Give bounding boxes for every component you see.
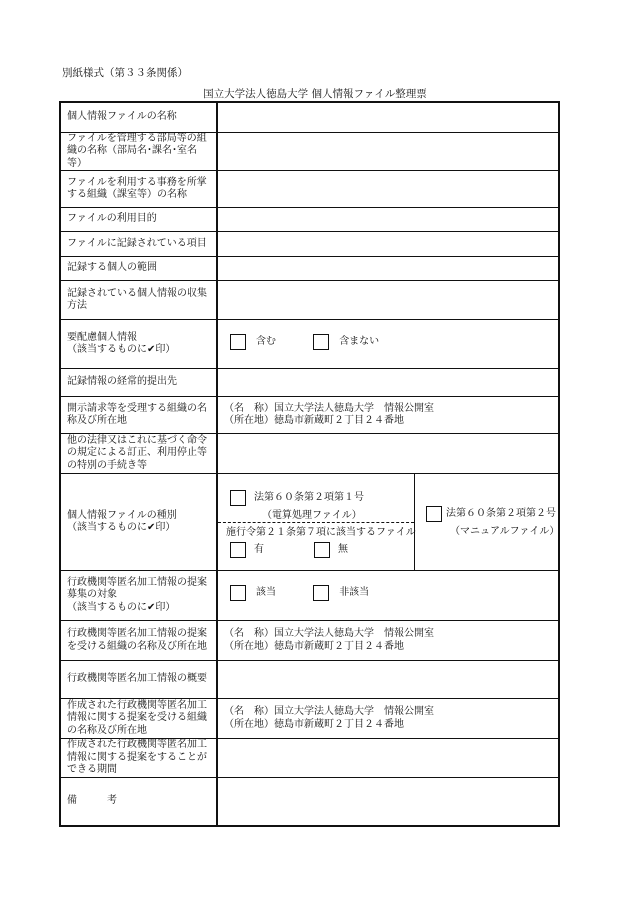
label-anon-summary: 行政機関等匿名加工情報の概要 (60, 661, 217, 699)
label-managing-dept: ファイルを管理する部局等の組 織の名称（部局名･課名･室名等） (60, 132, 217, 171)
checkbox-decree-no[interactable] (314, 542, 330, 558)
label-other-law: 他の法律又はこれに基づく命令 の規定による訂正、利用停止等 の特別の手続き等 (60, 434, 217, 474)
value-recipient[interactable] (217, 369, 559, 397)
value-remarks[interactable] (217, 778, 559, 826)
checkbox-applicable[interactable] (230, 585, 246, 601)
label-file-name: 個人情報ファイルの名称 (60, 102, 217, 132)
label-items: ファイルに記録されている項目 (60, 232, 217, 257)
option-applicable[interactable]: 該当 (230, 585, 276, 601)
value-created-org: （名 称）国立大学法人徳島大学 情報公開室 （所在地）徳島市新蔵町２丁目２４番地 (217, 699, 559, 739)
value-managing-dept[interactable] (217, 132, 559, 171)
row-anon-summary (60, 661, 559, 699)
value-anon-org: （名 称）国立大学法人徳島大学 情報公開室 （所在地）徳島市新蔵町２丁目２４番地 (217, 621, 559, 661)
kind-electronic: 法第６０条第２項第１号 （電算処理ファイル） 施行令第２１条第７項に該当するファイル 有 無 (218, 474, 415, 570)
form-note: 別紙様式（第３３条関係） (62, 67, 188, 79)
label-collection: 記録されている個人情報の収集 方法 (60, 281, 217, 320)
label-recipient: 記録情報の経常的提出先 (60, 369, 217, 397)
value-collection[interactable] (217, 281, 559, 320)
value-sensitive (217, 320, 559, 369)
label-scope: 記録する個人の範囲 (60, 257, 217, 281)
value-purpose[interactable] (217, 208, 559, 232)
label-disclosure-org: 開示請求等を受理する組織の名 称及び所在地 (60, 397, 217, 434)
checkbox-excludes[interactable] (313, 334, 329, 350)
file-registry-form (59, 101, 560, 827)
row-other-law (60, 434, 559, 474)
label-created-period: 作成された行政機関等匿名加工 情報に関する提案をすることが できる期間 (60, 739, 217, 778)
option-excludes[interactable]: 含まない (313, 334, 379, 350)
row-created-period (60, 739, 559, 778)
row-anon-org (60, 621, 559, 661)
value-created-period[interactable] (217, 739, 559, 778)
checkbox-decree-yes[interactable] (230, 542, 246, 558)
label-anon-target: 行政機関等匿名加工情報の提案 募集の対象 （該当するものに✔印） (60, 571, 217, 621)
value-other-law[interactable] (217, 434, 559, 474)
checkbox-includes[interactable] (230, 334, 246, 350)
label-purpose: ファイルの利用目的 (60, 208, 217, 232)
label-usage-org: ファイルを利用する事務を所掌 する組織（課室等）の名称 (60, 171, 217, 208)
value-anon-target (217, 571, 559, 621)
row-file-name (60, 102, 559, 132)
row-managing-dept (60, 132, 559, 171)
checkbox-electronic-file[interactable] (230, 490, 246, 506)
row-collection (60, 281, 559, 320)
row-recipient (60, 369, 559, 397)
check-mark-icon: ✔ (147, 601, 156, 613)
label-sensitive: 要配慮個人情報 （該当するものに✔印） (60, 320, 217, 369)
label-file-kind: 個人情報ファイルの種別 （該当するものに✔印） (60, 474, 217, 571)
row-created-org (60, 699, 559, 739)
row-remarks (60, 778, 559, 826)
row-anon-target (60, 571, 559, 621)
value-disclosure-org: （名 称）国立大学法人徳島大学 情報公開室 （所在地）徳島市新蔵町２丁目２４番地 (217, 397, 559, 434)
dashed-divider (218, 522, 414, 523)
label-created-org: 作成された行政機関等匿名加工 情報に関する提案を受ける組織 の名称及び所在地 (60, 699, 217, 739)
value-items[interactable] (217, 232, 559, 257)
row-usage-org (60, 171, 559, 208)
kind-manual: 法第６０条第２項第２号 （マニュアルファイル） (414, 474, 558, 570)
label-anon-org: 行政機関等匿名加工情報の提案 を受ける組織の名称及び所在地 (60, 621, 217, 661)
row-file-kind (60, 474, 559, 571)
value-usage-org[interactable] (217, 171, 559, 208)
row-items (60, 232, 559, 257)
check-mark-icon: ✔ (147, 344, 156, 355)
option-includes[interactable]: 含む (230, 334, 276, 350)
row-purpose (60, 208, 559, 232)
form-title: 国立大学法人徳島大学 個人情報ファイル整理票 (203, 88, 427, 100)
label-remarks: 備 考 (60, 778, 217, 826)
value-file-kind (217, 474, 559, 571)
checkbox-not-applicable[interactable] (313, 585, 329, 601)
option-not-applicable[interactable]: 非該当 (313, 585, 369, 601)
value-file-name[interactable] (217, 102, 559, 132)
value-anon-summary[interactable] (217, 661, 559, 699)
row-sensitive (60, 320, 559, 369)
row-scope (60, 257, 559, 281)
value-scope[interactable] (217, 257, 559, 281)
row-disclosure-org (60, 397, 559, 434)
check-mark-icon: ✔ (147, 522, 156, 533)
checkbox-manual-file[interactable] (426, 506, 442, 522)
